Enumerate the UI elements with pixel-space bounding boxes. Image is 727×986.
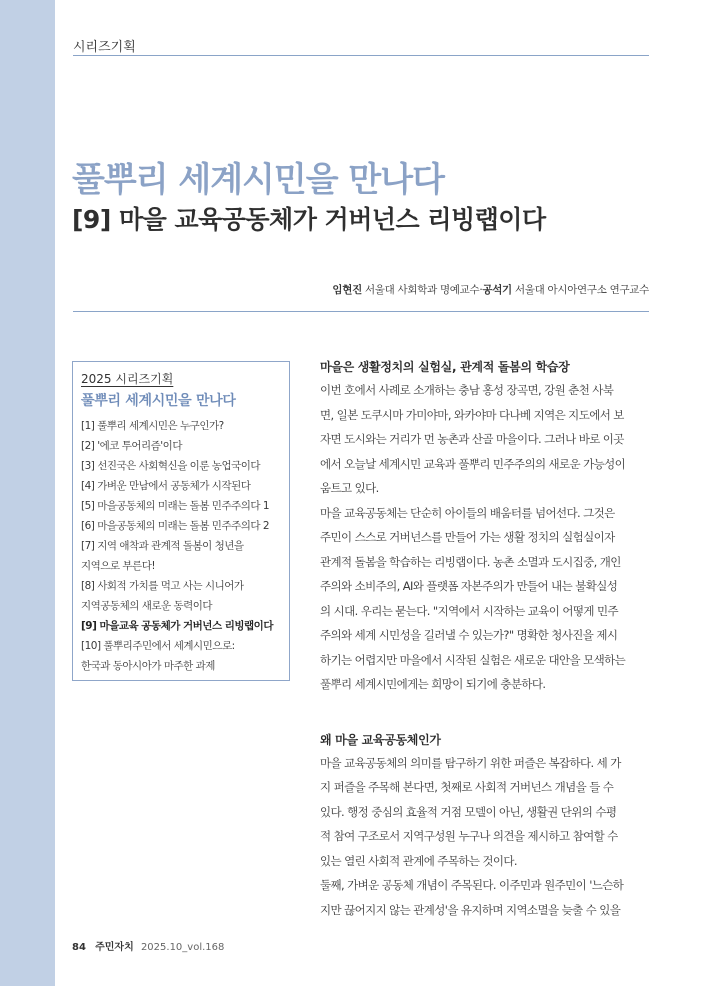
text-line: 움트고 있다.	[320, 481, 379, 495]
page-number: 84	[72, 942, 86, 953]
series-item-current: [9] 마을교육 공동체가 거버넌스 리빙랩이다	[81, 620, 273, 632]
text-line: 있다. 행정 중심의 효율적 거점 모델이 아닌, 생활권 단위의 수평	[320, 804, 617, 819]
text-line: 풀뿌리 세계시민에게는 희망이 되기에 충분하다.	[320, 677, 546, 691]
series-item: [8] 사회적 가치를 먹고 사는 시니어가	[81, 580, 244, 592]
series-item: [2] '에코 투어리즘'이다	[81, 440, 182, 452]
series-item: [5] 마을공동체의 미래는 돌봄 민주주의다 1	[81, 500, 270, 512]
paragraph	[320, 873, 648, 922]
author2-name: 공석기	[482, 284, 512, 296]
author-separator: ·	[479, 284, 483, 296]
text-line: 지 퍼즐을 주목해 본다면, 첫째로 사회적 거버넌스 개념을 들 수	[320, 780, 614, 794]
text-line: 주의와 세계 시민성을 길러낼 수 있는가?" 명확한 청사진을 제시	[320, 628, 618, 642]
series-index-subtitle: 풀뿌리 세계시민을 만나다	[81, 393, 236, 409]
text-line: 관계적 돌봄을 학습하는 리빙랩이다. 농촌 소멸과 도시집중, 개인	[320, 554, 621, 569]
article-body	[320, 356, 648, 922]
byline	[332, 282, 649, 297]
author1-affiliation: 서울대 사회학과 명예교수	[364, 284, 480, 296]
byline-divider	[73, 311, 649, 312]
text-line: 마을 교육공동체의 의미를 탐구하기 위한 퍼즐은 복잡하다. 세 가	[320, 755, 621, 770]
text-line: 에서 오늘날 세계시민 교육과 풀뿌리 민주주의의 새로운 가능성이	[320, 456, 626, 471]
page-footer	[72, 938, 224, 953]
issue-number: 2025.10_vol.168	[140, 942, 225, 953]
section-heading-1: 마을은 생활정치의 실험실, 관계적 돌봄의 학습장	[320, 360, 570, 374]
paragraph	[320, 501, 648, 697]
section-spacer	[320, 697, 648, 729]
series-item: [4] 가벼운 만남에서 공동체가 시작된다	[81, 480, 251, 492]
series-index-box	[72, 361, 290, 681]
text-line: 마을 교육공동체는 단순히 아이들의 배움터를 넘어선다. 그것은	[320, 505, 615, 520]
page-title: 풀뿌리 세계시민을 만나다	[72, 160, 444, 200]
magazine-name: 주민자치	[95, 942, 134, 953]
text-line: 의 시대. 우리는 묻는다. "지역에서 시작하는 교육이 어떻게 민주	[320, 603, 618, 618]
series-index-list	[81, 416, 281, 676]
author1-name: 임현진	[332, 284, 362, 296]
series-item: 한국과 동아시아가 마주한 과제	[81, 660, 215, 672]
series-item: [10] 풀뿌리주민에서 세계시민으로:	[81, 640, 235, 652]
text-line: 적 참여 구조로서 지역구성원 누구나 의견을 제시하고 참여할 수	[320, 829, 618, 843]
left-color-strip	[0, 0, 55, 986]
text-line: 있는 열린 사회적 관계에 주목하는 것이다.	[320, 853, 517, 868]
text-line: 주민이 스스로 거버넌스를 만들어 가는 생활 정치의 실험실이자	[320, 530, 615, 544]
text-line: 하기는 어렵지만 마을에서 시작된 실험은 새로운 대안을 모색하는	[320, 652, 626, 667]
text-line: 둘째, 가벼운 공동체 개념이 주목된다. 이주민과 원주민이 '느슨하	[320, 878, 624, 892]
header-divider	[73, 55, 649, 56]
series-item: [6] 마을공동체의 미래는 돌봄 민주주의다 2	[81, 520, 270, 532]
text-line: 자면 도시와는 거리가 먼 농촌과 산골 마을이다. 그러나 바로 이곳	[320, 432, 624, 446]
text-line: 면, 일본 도쿠시마 가미야마, 와카야마 다나베 지역은 지도에서 보	[320, 407, 624, 422]
text-line: 지만 끊어지지 않는 관계성'을 유지하며 지역소멸을 늦출 수 있을	[320, 902, 621, 917]
section-heading-2: 왜 마을 교육공동체인가	[320, 732, 441, 747]
author2-affiliation: 서울대 아시아연구소 연구교수	[514, 284, 649, 296]
text-line: 주의와 소비주의, AI와 플랫폼 자본주의가 만들어 내는 불확실성	[320, 579, 618, 593]
series-item: [3] 선진국은 사회혁신을 이룬 농업국이다	[81, 460, 261, 472]
series-item: [7] 지역 애착과 관계적 돌봄이 청년을	[81, 540, 244, 552]
series-label: 시리즈기획	[73, 40, 136, 55]
series-item: 지역공동체의 새로운 동력이다	[81, 600, 213, 612]
page-subtitle: [9] 마을 교육공동체가 거버넌스 리빙랩이다	[72, 205, 546, 234]
text-line: 이번 호에서 사례로 소개하는 충남 홍성 장곡면, 강원 춘천 사북	[320, 383, 614, 397]
paragraph	[320, 751, 648, 874]
series-item: [1] 풀뿌리 세계시민은 누구인가?	[81, 420, 224, 432]
series-item: 지역으로 부른다!	[81, 560, 156, 572]
series-index-heading: 2025 시리즈기획	[81, 372, 174, 386]
paragraph	[320, 378, 648, 501]
